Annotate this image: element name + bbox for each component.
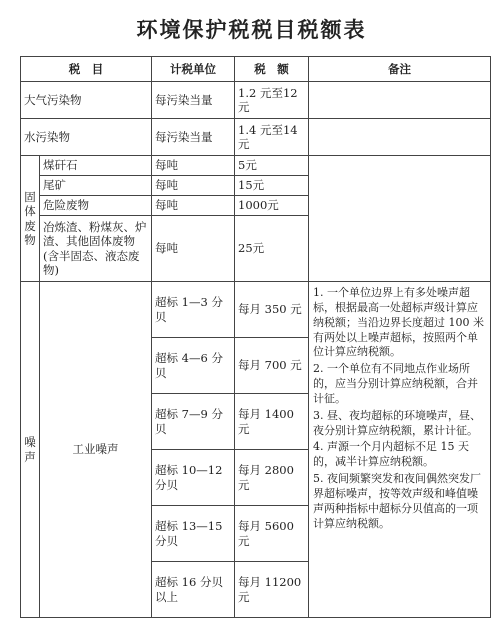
air-amount: 1.2 元至12元: [235, 82, 309, 119]
solid-item-unit: 每吨: [152, 196, 235, 216]
header-amount: 税 额: [235, 57, 309, 82]
air-remark: [309, 82, 491, 119]
noise-amount: 每月 11200 元: [235, 562, 309, 618]
noise-amount: 每月 350 元: [235, 282, 309, 338]
noise-char: 声: [24, 449, 36, 464]
noise-amount: 每月 5600 元: [235, 506, 309, 562]
header-item: 税 目: [21, 57, 152, 82]
noise-remark: 1. 一个单位边界上有多处噪声超标，根据最高一处超标声级计算应纳税额；当沿边界长度超过 100 米有两处以上噪声超标，按照两个单位计算应纳税额。: [313, 286, 484, 359]
noise-level: 超标 7—9 分贝: [152, 394, 235, 450]
water-name: 水污染物: [21, 119, 152, 156]
solid-item-name: 危险废物: [40, 196, 152, 216]
solid-char: 物: [24, 232, 36, 247]
water-remark: [309, 119, 491, 156]
noise-remark: 4. 声源一个月内超标不足 15 天的，减半计算应纳税额。: [313, 440, 469, 469]
noise-level: 超标 16 分贝以上: [152, 562, 235, 618]
solid-item-amount: 5元: [235, 156, 309, 176]
solid-char: 体: [24, 204, 36, 219]
noise-level: 超标 4—6 分贝: [152, 338, 235, 394]
header-remark: 备注: [309, 57, 491, 82]
solid-char: 废: [24, 218, 36, 233]
noise-remarks: [309, 282, 491, 618]
noise-level: 超标 1—3 分贝: [152, 282, 235, 338]
header-row: [21, 57, 491, 82]
noise-level: 超标 13—15 分贝: [152, 506, 235, 562]
tax-table: [20, 56, 491, 618]
water-unit: 每污染当量: [152, 119, 235, 156]
noise-char: 噪: [24, 435, 36, 450]
solid-item-amount: 15元: [235, 176, 309, 196]
noise-category: [21, 282, 40, 618]
solid-item-unit: 每吨: [152, 156, 235, 176]
header-unit: 计税单位: [152, 57, 235, 82]
noise-sub: 工业噪声: [40, 282, 152, 618]
table-row: [21, 119, 491, 156]
air-name: 大气污染物: [21, 82, 152, 119]
page-title: 环境保护税税目税额表: [136, 18, 367, 42]
water-amount: 1.4 元至14元: [235, 119, 309, 156]
solid-item-unit: 每吨: [152, 176, 235, 196]
solid-item-name: 煤矸石: [40, 156, 152, 176]
solid-item-unit: 每吨: [152, 216, 235, 282]
noise-remark: 2. 一个单位有不同地点作业场所的，应当分别计算应纳税额，合并计征。: [313, 362, 478, 405]
noise-amount: 每月 700 元: [235, 338, 309, 394]
noise-remark: 3. 昼、夜均超标的环境噪声，昼、夜分别计算应纳税额，累计计征。: [313, 408, 481, 437]
solid-item-amount: 1000元: [235, 196, 309, 216]
noise-amount: 每月 2800 元: [235, 450, 309, 506]
solid-item-name: 冶炼渣、粉煤灰、炉渣、其他固体废物(含半固态、液态废物): [40, 216, 152, 282]
solid-item-amount: 25元: [235, 216, 309, 282]
noise-level: 超标 10—12 分贝: [152, 450, 235, 506]
table-row: [21, 156, 491, 176]
solid-char: 固: [24, 189, 36, 204]
noise-amount: 每月 1400 元: [235, 394, 309, 450]
table-row: [21, 282, 491, 338]
solid-item-name: 尾矿: [40, 176, 152, 196]
table-row: [21, 82, 491, 119]
noise-remark: 5. 夜间频繁突发和夜间偶然突发厂界超标噪声，按等效声级和峰值噪声两种指标中超标分贝值高的一项计算应纳税额。: [313, 472, 481, 530]
solid-remark: [309, 156, 491, 282]
solid-category: [21, 156, 40, 282]
air-unit: 每污染当量: [152, 82, 235, 119]
